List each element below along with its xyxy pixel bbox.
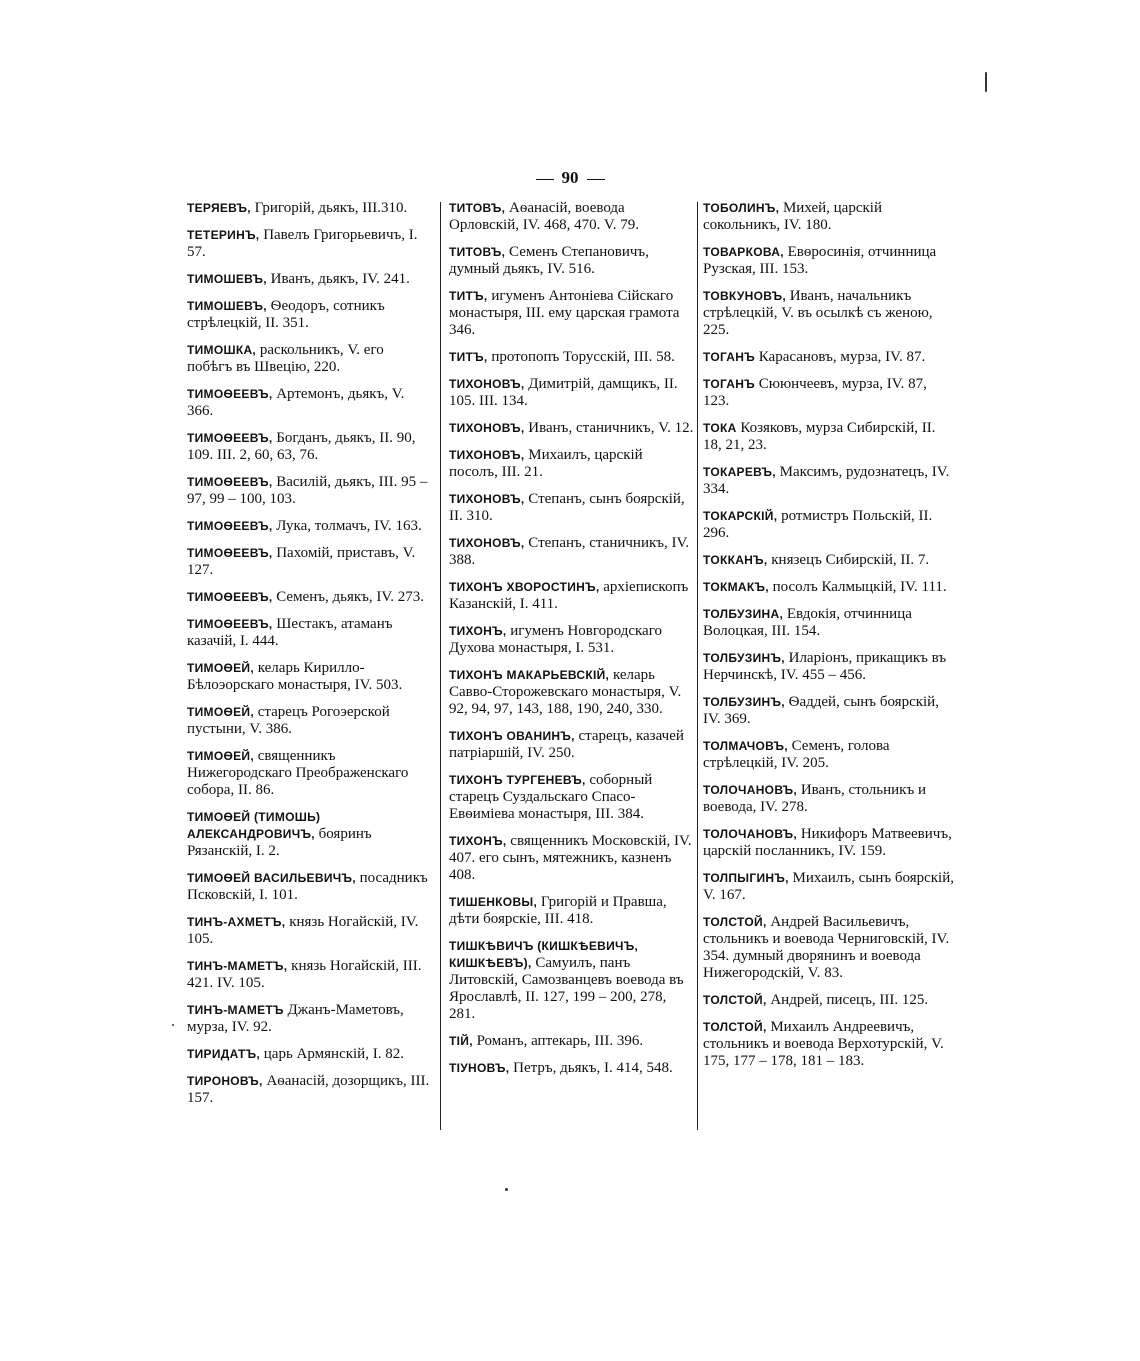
index-entry	[187, 518, 432, 535]
entry-text: келарь Савво-Сторожевскаго монастыря, V. 92, 94, 97, 143, 188, 190, 240, 330.	[449, 667, 682, 717]
entry-text: Василій, дьякъ, III. 95 – 97, 99 – 100, 103.	[187, 474, 428, 507]
entry-headword: ТИШЕНКОВЫ,	[449, 895, 538, 909]
entry-headword: ТІЙ,	[449, 1034, 473, 1048]
entry-headword: ТИТОВЪ,	[449, 201, 506, 215]
entry-headword: ТОВКУНОВЪ,	[703, 289, 786, 303]
scan-speck	[505, 1188, 508, 1191]
page-number	[0, 168, 1140, 188]
index-entry	[703, 694, 955, 728]
entry-headword: ТИХОНОВЪ,	[449, 448, 525, 462]
index-entry	[187, 227, 432, 261]
entry-text: раскольникъ, V. его побѣгъ въ Швецію, 220.	[187, 342, 384, 375]
index-entry	[449, 288, 695, 339]
index-entry	[703, 349, 955, 366]
entry-headword: ТИМОѲЕЕВЪ,	[187, 431, 273, 445]
index-entry	[703, 650, 955, 684]
entry-headword: ТИХОНЪ,	[449, 624, 507, 638]
entry-text: Павелъ Григорьевичъ, I. 57.	[187, 227, 418, 260]
entry-headword: ТИРИДАТЪ,	[187, 1047, 261, 1061]
entry-text: Джанъ-Маметовъ, мурза, IV. 92.	[187, 1002, 404, 1035]
entry-text: Степанъ, станичникъ, IV. 388.	[449, 535, 690, 568]
entry-text: Димитрій, дамщикъ, II. 105. III. 134.	[449, 376, 678, 409]
entry-headword: ТИХОНОВЪ,	[449, 421, 525, 435]
index-entry	[187, 616, 432, 650]
index-entry	[449, 491, 695, 525]
entry-text: Степанъ, сынъ боярскій, II. 310.	[449, 491, 685, 524]
entry-text: Артемонъ, дьякъ, V. 366.	[187, 386, 405, 419]
entry-headword: ТОЛОЧАНОВЪ,	[703, 827, 798, 841]
index-entry	[449, 244, 695, 278]
index-entry	[187, 870, 432, 904]
index-entry	[703, 606, 955, 640]
entry-text: Михаилъ, царскій посолъ, III. 21.	[449, 447, 643, 480]
entry-text: царь Армянскій, I. 82.	[260, 1046, 404, 1062]
entry-headword: ТИХОНОВЪ,	[449, 536, 525, 550]
entry-text: Семенъ, голова стрѣлецкій, IV. 205.	[703, 738, 890, 771]
entry-headword: ТИМОѲЕЙ,	[187, 661, 254, 675]
index-entry	[449, 772, 695, 823]
entry-headword: ТИНЪ-МАМЕТЪ	[187, 1003, 284, 1017]
index-entry	[187, 386, 432, 420]
entry-text: бояринъ Рязанскій, I. 2.	[187, 826, 372, 859]
entry-text: Романъ, аптекарь, III. 396.	[472, 1033, 644, 1049]
entry-text: князь Ногайскій, IV. 105.	[187, 914, 419, 947]
index-entry	[703, 579, 955, 596]
entry-headword: ТИНЪ-АХМЕТЪ,	[187, 915, 286, 929]
entry-text: Аѳанасій, дозорщикъ, III. 157.	[187, 1073, 430, 1106]
entry-headword: ТОЛМАЧОВЪ,	[703, 739, 788, 753]
entry-text: Григорій и Правша, дѣти боярскіе, III. 418.	[449, 894, 667, 927]
index-entry	[449, 447, 695, 481]
entry-headword: ТИХОНОВЪ,	[449, 377, 525, 391]
entry-headword: ТИМОѲЕЕВЪ,	[187, 617, 273, 631]
index-entry	[703, 992, 955, 1009]
index-entry	[449, 728, 695, 762]
index-entry	[187, 809, 432, 860]
index-entry	[187, 271, 432, 288]
index-entry	[187, 298, 432, 332]
entry-text: Григорій, дьякъ, III.310.	[250, 200, 408, 216]
index-entry	[449, 535, 695, 569]
column-divider	[440, 202, 441, 1130]
entry-text: Петръ, дьякъ, I. 414, 548.	[509, 1060, 673, 1076]
entry-headword: ТОЛПЫГИНЪ,	[703, 871, 789, 885]
entry-headword: ТИНЪ-МАМЕТЪ,	[187, 959, 288, 973]
entry-text: Михей, царскій сокольникъ, IV. 180.	[703, 200, 882, 233]
entry-headword: ТОЛОЧАНОВЪ,	[703, 783, 798, 797]
entry-headword: ТИШКѢВИЧЪ (КИШКѢЕВИЧЪ, КИШКѢЕВЪ),	[449, 939, 639, 970]
entry-headword: ТЕТЕРИНЪ,	[187, 228, 260, 242]
entry-text: Шестакъ, атаманъ казачій, I. 444.	[187, 616, 393, 649]
entry-headword: ТИТОВЪ,	[449, 245, 506, 259]
entry-headword: ТИМОШКА,	[187, 343, 257, 357]
entry-headword: ТИМОѲЕЙ (ТИМОШЬ) АЛЕКСАНДРОВИЧЪ,	[187, 810, 321, 841]
entry-text: священникъ Нижегородскаго Преображенскаго собора, II. 86.	[187, 748, 409, 798]
scan-speck	[172, 1024, 174, 1026]
entry-text: протопопъ Торусскій, III. 58.	[487, 349, 675, 365]
entry-text: князецъ Сибирскій, II. 7.	[767, 552, 930, 568]
entry-text: Ѳеодоръ, сотникъ стрѣлецкій, II. 351.	[187, 298, 385, 331]
entry-headword: ТОККАНЪ,	[703, 553, 768, 567]
index-entry	[703, 782, 955, 816]
entry-headword: ТИМОѲЕЕВЪ,	[187, 475, 273, 489]
index-entry	[187, 200, 432, 217]
column-divider	[697, 202, 698, 1130]
index-entry	[703, 1019, 955, 1070]
index-entry	[187, 1046, 432, 1063]
entry-text: Иларіонъ, прикащикъ въ Нерчинскѣ, IV. 455 – 456.	[703, 650, 947, 683]
entry-text: Никифоръ Матвеевичъ, царскій посланникъ, IV. 159.	[703, 826, 952, 859]
entry-text: Ѳаддей, сынъ боярскій, IV. 369.	[703, 694, 939, 727]
entry-headword: ТИРОНОВЪ,	[187, 1074, 263, 1088]
index-entry	[449, 200, 695, 234]
index-entry	[703, 464, 955, 498]
index-entry	[449, 349, 695, 366]
entry-text: соборный старецъ Суздальскаго Спасо-Евѳиміева монастыря, III. 384.	[449, 772, 653, 822]
index-entry	[449, 376, 695, 410]
index-entry	[449, 894, 695, 928]
entry-text: Иванъ, станичникъ, V. 12.	[524, 420, 694, 436]
entry-text: Иванъ, дьякъ, IV. 241.	[266, 271, 410, 287]
entry-text: Евдокія, отчинница Волоцкая, III. 154.	[703, 606, 912, 639]
entry-text: Иванъ, стольникъ и воевода, IV. 278.	[703, 782, 926, 815]
entry-text: Андрей, писецъ, III. 125.	[766, 992, 929, 1008]
entry-text: Михаилъ, сынъ боярскій, V. 167.	[703, 870, 954, 903]
entry-headword: ТОЛБУЗИНА,	[703, 607, 784, 621]
entry-text: Богданъ, дьякъ, II. 90, 109. III. 2, 60, 63, 76.	[187, 430, 416, 463]
entry-headword: ТОГАНЪ	[703, 350, 755, 364]
entry-text: Пахомій, приставъ, V. 127.	[187, 545, 416, 578]
entry-text: келарь Кирилло-Бѣлоэорскаго монастыря, IV. 503.	[187, 660, 403, 693]
entry-headword: ТИХОНЪ,	[449, 834, 507, 848]
entry-headword: ТОЛСТОЙ,	[703, 993, 767, 1007]
index-entry	[187, 748, 432, 799]
entry-headword: ТІУНОВЪ,	[449, 1061, 510, 1075]
entry-headword: ТИМОШЕВЪ,	[187, 299, 267, 313]
index-entry	[703, 420, 955, 454]
entry-text: Самуилъ, панъ Литовскій, Самозванцевъ воевода въ Ярославлѣ, II. 127, 199 – 200, 278, 281.	[449, 955, 684, 1022]
index-entry	[449, 833, 695, 884]
entry-text: старецъ Рогоэерской пустыни, V. 386.	[187, 704, 390, 737]
entry-headword: ТОБОЛИНЪ,	[703, 201, 780, 215]
entry-text: Козяковъ, мурза Сибирскій, II. 18, 21, 23.	[703, 420, 936, 453]
entry-text: Иванъ, начальникъ стрѣлецкій, V. въ осылкѣ съ женою, 225.	[703, 288, 933, 338]
entry-headword: ТОВАРКОВА,	[703, 245, 784, 259]
index-column-2	[449, 200, 695, 1087]
entry-headword: ТОГАНЪ	[703, 377, 755, 391]
entry-headword: ТИХОНЪ ОВАНИНЪ,	[449, 729, 575, 743]
entry-headword: ТИМОѲЕЙ ВАСИЛЬЕВИЧЪ,	[187, 871, 356, 885]
entry-text: посолъ Калмыцкій, IV. 111.	[768, 579, 947, 595]
index-entry	[449, 1033, 695, 1050]
entry-text: Сююнчеевъ, мурза, IV. 87, 123.	[703, 376, 927, 409]
index-column-1	[187, 200, 432, 1117]
entry-headword: ТИМОѲЕЙ,	[187, 749, 254, 763]
scan-speck	[985, 72, 987, 92]
index-entry	[703, 870, 955, 904]
index-entry	[187, 430, 432, 464]
index-column-3	[703, 200, 955, 1080]
index-entry	[703, 288, 955, 339]
entry-headword: ТОКАРЕВЪ,	[703, 465, 776, 479]
index-entry	[703, 200, 955, 234]
index-entry	[703, 552, 955, 569]
index-entry	[187, 1073, 432, 1107]
index-entry	[449, 938, 695, 1023]
entry-headword: ТИТЪ,	[449, 350, 488, 364]
index-entry	[187, 958, 432, 992]
entry-headword: ТИМОѲЕЕВЪ,	[187, 519, 273, 533]
entry-headword: ТИМОѲЕЕВЪ,	[187, 387, 273, 401]
entry-headword: ТЕРЯЕВЪ,	[187, 201, 251, 215]
index-entry	[187, 589, 432, 606]
entry-text: Карасановъ, мурза, IV. 87.	[754, 349, 926, 365]
entry-text: Семенъ, дьякъ, IV. 273.	[272, 589, 425, 605]
entry-headword: ТИТЪ,	[449, 289, 488, 303]
entry-headword: ТИХОНЪ ХВОРОСТИНЪ,	[449, 580, 600, 594]
entry-text: архіепископъ Казанскій, I. 411.	[449, 579, 689, 612]
entry-headword: ТОКМАКЪ,	[703, 580, 769, 594]
entry-headword: ТИМОШЕВЪ,	[187, 272, 267, 286]
page-number-text: 90	[561, 168, 579, 187]
entry-text: ротмистръ Польскій, II. 296.	[703, 508, 933, 541]
entry-headword: ТОКАРСКІЙ,	[703, 509, 778, 523]
index-entry	[703, 244, 955, 278]
entry-headword: ТИХОНЪ МАКАРЬЕВСКІЙ,	[449, 668, 610, 682]
entry-text: игуменъ Новгородскаго Духова монастыря, I. 531.	[449, 623, 662, 656]
entry-headword: ТИХОНОВЪ,	[449, 492, 525, 506]
index-entry	[187, 704, 432, 738]
index-entry	[703, 914, 955, 982]
entry-text: игуменъ Антоніева Сійскаго монастыря, III. ему царская грамота 346.	[449, 288, 680, 338]
entry-text: священникъ Московскій, IV. 407. его сынъ, мятежникъ, казненъ 408.	[449, 833, 692, 883]
entry-text: старецъ, казачей патріаршій, IV. 250.	[449, 728, 684, 761]
entry-headword: ТОЛБУЗИНЪ,	[703, 651, 785, 665]
index-entry	[187, 914, 432, 948]
entry-headword: ТОКА	[703, 421, 737, 435]
entry-text: Михаилъ Андреевичъ, стольникъ и воевода Верхотурскій, V. 175, 177 – 178, 181 – 183.	[703, 1019, 944, 1069]
entry-text: Лука, толмачъ, IV. 163.	[272, 518, 422, 534]
entry-text: Семенъ Степановичъ, думный дьякъ, IV. 516.	[449, 244, 649, 277]
entry-text: посадникъ Псковскій, I. 101.	[187, 870, 428, 903]
index-entry	[187, 545, 432, 579]
entry-headword: ТИМОѲЕЕВЪ,	[187, 590, 273, 604]
entry-headword: ТОЛСТОЙ,	[703, 1020, 767, 1034]
entry-headword: ТИМОѲЕЙ,	[187, 705, 254, 719]
entry-headword: ТОЛСТОЙ,	[703, 915, 767, 929]
index-entry	[703, 826, 955, 860]
index-entry	[187, 342, 432, 376]
index-entry	[449, 667, 695, 718]
index-entry	[187, 660, 432, 694]
index-entry	[703, 508, 955, 542]
entry-headword: ТОЛБУЗИНЪ,	[703, 695, 785, 709]
index-entry	[703, 376, 955, 410]
entry-text: князь Ногайскій, III. 421. IV. 105.	[187, 958, 422, 991]
entry-text: Максимъ, рудознатецъ, IV. 334.	[703, 464, 950, 497]
index-entry	[449, 1060, 695, 1077]
entry-headword: ТИМОѲЕЕВЪ,	[187, 546, 273, 560]
entry-headword: ТИХОНЪ ТУРГЕНЕВЪ,	[449, 773, 586, 787]
index-entry	[449, 623, 695, 657]
index-entry	[703, 738, 955, 772]
index-entry	[187, 474, 432, 508]
entry-text: Аѳанасій, воевода Орловскій, IV. 468, 470. V. 79.	[449, 200, 640, 233]
entry-text: Евѳросинія, отчинница Рузская, III. 153.	[703, 244, 937, 277]
index-entry	[449, 579, 695, 613]
index-entry	[449, 420, 695, 437]
entry-text: Андрей Васильевичъ, стольникъ и воевода Черниговскій, IV. 354. думный дворянинъ и воевода Нижегородскій, V. 83.	[703, 914, 950, 981]
index-entry	[187, 1002, 432, 1036]
